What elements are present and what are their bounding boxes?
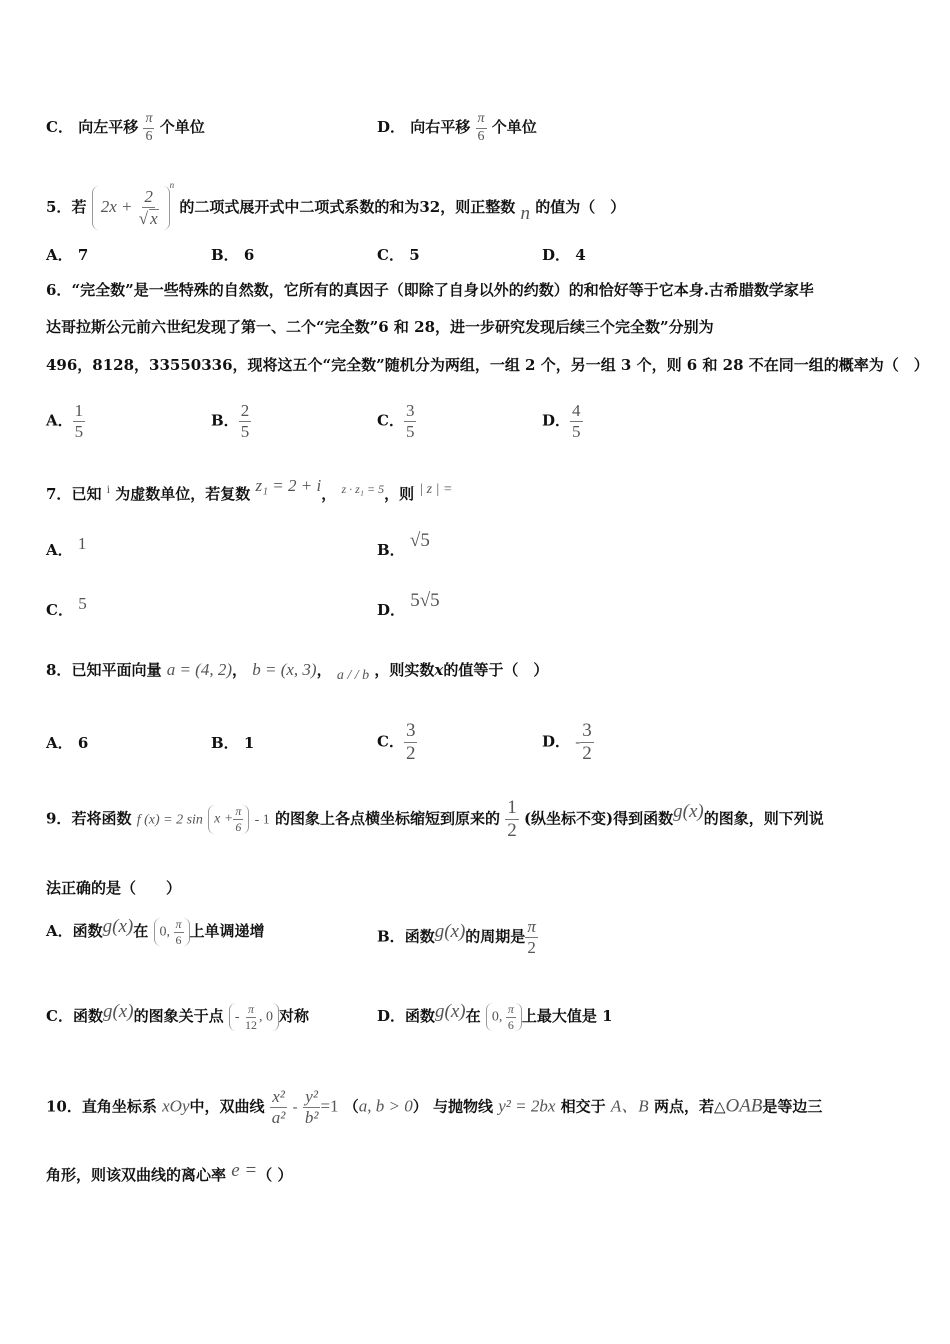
q6-option-c[interactable]: C． $\frac{3}{5}$ (377, 401, 415, 441)
question-number: 8． (46, 661, 72, 679)
fraction: $\frac{\pi}{6}$ (145, 111, 153, 144)
q7-option-c[interactable]: C． 5 (46, 594, 87, 619)
q5-option-b[interactable]: B． 6 (211, 246, 255, 264)
q9-option-d[interactable]: D．函数g(x)在 0, $\frac{\pi}{6}$ 上最大值是 1 (377, 1001, 613, 1032)
q8-option-a[interactable]: A． 6 (46, 734, 89, 752)
q8-option-b[interactable]: B． 1 (211, 734, 255, 752)
q6-option-d[interactable]: D． $\frac{4}{5}$ (542, 401, 581, 441)
option-label: D． (377, 118, 406, 137)
q8-stem: 8．已知平面向量 a = (4, 2)， b = (x, 3)， a / / b ，则实数x的值等于（ ） (46, 660, 549, 683)
q8-option-c[interactable]: C． $\frac{3}{2}$ (377, 720, 416, 764)
option-unit: 个单位 (159, 118, 205, 137)
q7-option-b[interactable]: B． √5 (377, 530, 430, 559)
q5-stem: 5．若 2x + $\frac{2}{√ x}$ $^n$ 的二项式展开式中二项式系数的和为32，则正整数 n 的值为（ ） (46, 179, 626, 228)
question-number: 9． (46, 809, 72, 828)
option-text: 向右平移 (410, 118, 471, 137)
q7-option-a[interactable]: A． 1 (46, 534, 87, 559)
option-unit: 个单位 (491, 118, 537, 137)
question-number: 7． (46, 485, 72, 503)
q4-option-c[interactable] (46, 112, 205, 144)
question-number: 10． (46, 1097, 82, 1116)
q6-option-a[interactable]: A． $\frac{1}{5}$ (46, 401, 84, 441)
q6-stem-line2: 达哥拉斯公元前六世纪发现了第一、二个“完全数”6 和 28，进一步研究发现后续三个完全数”分别为 (46, 318, 714, 336)
q10-stem: 10．直角坐标系 xOy中，双曲线 $\frac{\text{x²}}{\text{a²}}$ - $\frac{\text{y²}}{\text{b²}}$ =1 （a, b > 0） 与抛物线 y² = 2bx 相交于 A、B 两点，若△OAB是等边三 (46, 1087, 823, 1127)
q9-stem-line2: 法正确的是（ ） (46, 879, 182, 897)
q10-stem-line2: 角形，则该双曲线的离心率 e =（ ） (46, 1160, 293, 1184)
q5-option-d[interactable]: D． 4 (542, 246, 586, 264)
q6-stem-line1: 6．“完全数”是一些特殊的自然数，它所有的真因子（即除了自身以外的约数）的和恰好等于它本身.古希腊数学家毕 (46, 281, 814, 299)
fraction: $\frac{\pi}{6}$ (477, 111, 485, 144)
q5-option-c[interactable]: C． 5 (377, 246, 420, 264)
q6-stem-line3: 496，8128，33550336，现将这五个“完全数”随机分为两组，一组 2 个，另一组 3 个，则 6 和 28 不在同一组的概率为（ ） (46, 356, 929, 374)
question-number: 5． (46, 197, 72, 216)
option-label: C． (46, 118, 73, 137)
q9-option-a[interactable]: A．函数g(x)在 0, $\frac{\pi}{6}$ 上单调递增 (46, 916, 265, 947)
option-text: 向左平移 (78, 118, 139, 137)
q5-option-a[interactable]: A． 7 (46, 246, 89, 264)
q8-option-d[interactable]: D． - $\frac{3}{2}$ (542, 720, 592, 764)
q7-option-d[interactable]: D． 5√5 (377, 590, 440, 619)
q6-option-b[interactable]: B． $\frac{2}{5}$ (211, 401, 250, 441)
question-number: 6． (46, 281, 72, 299)
q7-stem: 7．已知 $^i$ 为虚数单位，若复数 z₁ = 2 + i， $^{z \cdot z_1 = 5}$，则 | z | = (46, 476, 453, 503)
q4-option-d[interactable] (377, 112, 537, 144)
q9-option-c[interactable]: C．函数g(x)的图象关于点 - $\frac{\pi}{12}$ , 0 对称 (46, 1001, 309, 1032)
binomial-expression: 2x + $\frac{2}{√ x}$ (92, 186, 170, 230)
q9-stem: 9．若将函数 f (x) = 2 sin x + $\frac{\pi}{6}$ - 1 的图象上各点横坐标缩短到原来的 $\frac{1}{2}$ (纵坐标不变)得到函数g(x)的图象，则下列说 (46, 797, 824, 841)
q9-option-b[interactable]: B．函数g(x)的周期是 $\frac{\pi}{2}$ (377, 917, 536, 957)
